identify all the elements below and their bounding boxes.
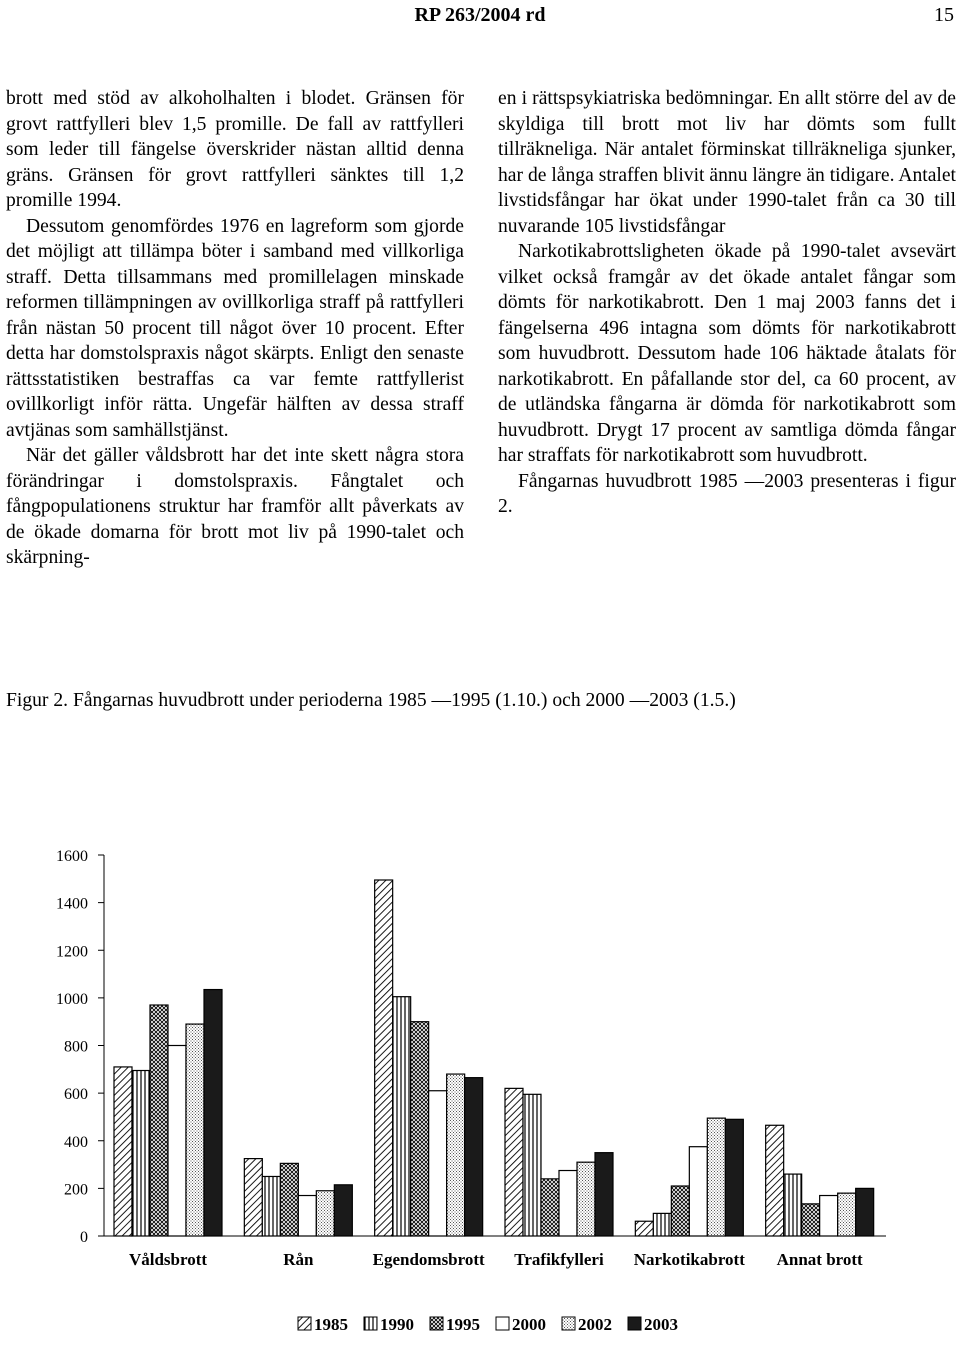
- legend-label: 2003: [644, 1315, 678, 1334]
- legend-label: 2000: [512, 1315, 546, 1334]
- category-label: Trafikfylleri: [514, 1250, 604, 1269]
- bar-1985-våldsbrott: [114, 1067, 132, 1236]
- category-label: Narkotikabrott: [633, 1250, 745, 1269]
- category-label: Rån: [283, 1250, 314, 1269]
- bar-2002-våldsbrott: [186, 1024, 204, 1236]
- chart-legend: [298, 1315, 678, 1334]
- bar-1995-rån: [280, 1163, 298, 1236]
- legend-label: 1990: [380, 1315, 414, 1334]
- bar-1990-trafikfylleri: [523, 1094, 541, 1236]
- legend-label: 1995: [446, 1315, 480, 1334]
- legend-label: 1985: [314, 1315, 348, 1334]
- category-labels: [129, 1250, 863, 1269]
- bar-2002-narkotikabrott: [707, 1118, 725, 1236]
- bar-1990-annat brott: [784, 1174, 802, 1236]
- bar-1990-narkotikabrott: [653, 1213, 671, 1236]
- page-number: 15: [934, 4, 954, 26]
- paragraph: Dessutom genomfördes 1976 en lagreform som gjorde det möjligt att tillämpa böter i samband med villkorliga straff. Detta tillsammans med promillelagen minskade reformen tillämpningen av ovillkorliga straff på rattfylleri från nästan 50 procent till något över 10 procent. Efter detta har domstolspraxis något skärpts. Enligt den senaste rättsstatistiken bestraffas ca var femte rattfyllerist ovillkorligt inför rätta. Ungefär hälften av dessa straff avtjänas som samhällstjänst.: [6, 215, 464, 441]
- paragraph: Fångarnas huvudbrott 1985 —2003 presenteras i figur 2.: [498, 470, 956, 517]
- left-column: [6, 86, 464, 571]
- bar-2002-rån: [316, 1191, 334, 1236]
- bar-2000-egendomsbrott: [429, 1091, 447, 1236]
- bar-1995-trafikfylleri: [541, 1179, 559, 1236]
- page-header: [0, 0, 960, 40]
- bar-2003-annat brott: [856, 1188, 874, 1236]
- y-tick-label: 600: [64, 1086, 88, 1104]
- bar-2003-egendomsbrott: [465, 1078, 483, 1236]
- bar-2000-narkotikabrott: [689, 1147, 707, 1236]
- bar-1990-våldsbrott: [132, 1071, 150, 1236]
- bar-1985-rån: [244, 1159, 262, 1236]
- bar-1985-egendomsbrott: [375, 880, 393, 1236]
- y-tick-label: 1400: [56, 895, 88, 913]
- y-tick-label: 1000: [56, 990, 88, 1008]
- category-label: Annat brott: [776, 1250, 863, 1269]
- legend-swatch: [430, 1317, 443, 1330]
- bar-1995-våldsbrott: [150, 1005, 168, 1236]
- bar-2000-annat brott: [820, 1196, 838, 1236]
- paragraph: Narkotikabrottsligheten ökade på 1990-talet avsevärt vilket också framgår av det ökade antalet fångar som dömts för narkotikabrott. Den 1 maj 2003 fanns det i fängelserna 496 intagna som dömts för narkotikabrott som huvudbrott. Dessutom hade 106 häktade åtalats för narkotikabrott. En påfallande stor del, ca 60 procent, av de utländska fångarna är dömda för narkotikabrott som huvudbrott. Drygt 17 procent av samtliga dömda fångar har straffats för narkotikabrott som huvudbrott.: [498, 241, 956, 466]
- y-tick-label: 0: [80, 1229, 88, 1246]
- bar-1985-annat brott: [766, 1125, 784, 1236]
- legend-swatch: [628, 1317, 641, 1330]
- y-tick-label: 1600: [56, 848, 88, 865]
- legend-label: 2002: [578, 1315, 612, 1334]
- bar-1995-annat brott: [802, 1204, 820, 1236]
- bar-2002-annat brott: [838, 1193, 856, 1236]
- bar-1985-trafikfylleri: [505, 1088, 523, 1236]
- paragraph: brott med stöd av alkoholhalten i blodet. Gränsen för grovt rattfylleri blev 1,5 promille. De fall av rattfylleri som leder till fängelse överskrider nästan alltid denna gräns. Gränsen för grovt rattfylleri sänktes till 1,2 promille 1994.: [6, 88, 464, 211]
- bar-1990-rån: [262, 1176, 280, 1236]
- bar-1985-narkotikabrott: [635, 1221, 653, 1236]
- document-id: RP 263/2004 rd: [414, 4, 546, 26]
- bar-2000-trafikfylleri: [559, 1171, 577, 1236]
- y-tick-label: 800: [64, 1038, 88, 1056]
- bar-2003-rån: [334, 1185, 352, 1236]
- bar-chart: [0, 820, 960, 1348]
- y-tick-label: 400: [64, 1133, 88, 1151]
- bar-2002-egendomsbrott: [447, 1074, 465, 1236]
- category-label: Egendomsbrott: [372, 1250, 485, 1269]
- bar-2000-våldsbrott: [168, 1046, 186, 1237]
- figure-caption: Figur 2. Fångarnas huvudbrott under perioderna 1985 —1995 (1.10.) och 2000 —2003 (1.5.): [6, 690, 736, 711]
- paragraph: en i rättspsykiatriska bedömningar. En allt större del av de skyldiga till brott mot liv har dömts som fullt tillräkneliga. När antalet förminskat tillräkneliga sjunker, har de långa straffen blivit ännu längre än tidigare. Antalet livstidsfångar har ökat under 1990-talet från ca 30 till nuvarande 105 livstidsfångar: [498, 88, 956, 237]
- legend-swatch: [298, 1317, 311, 1330]
- chart-bars: [114, 880, 874, 1236]
- legend-swatch: [364, 1317, 377, 1330]
- legend-swatch: [496, 1317, 509, 1330]
- bar-2003-trafikfylleri: [595, 1153, 613, 1236]
- bar-1995-egendomsbrott: [411, 1022, 429, 1236]
- y-tick-label: 200: [64, 1181, 88, 1199]
- right-column: [498, 86, 956, 520]
- legend-swatch: [562, 1317, 575, 1330]
- bar-2000-rån: [298, 1196, 316, 1236]
- bar-1995-narkotikabrott: [671, 1186, 689, 1236]
- paragraph: När det gäller våldsbrott har det inte skett några stora förändringar i domstolspraxis. Fångtalet och fångpopulationens struktur har framför allt påverkats av de ökade domarna för brott mot liv på 1990-talet och skärpning-: [6, 445, 464, 568]
- bar-2003-våldsbrott: [204, 990, 222, 1236]
- y-tick-label: 1200: [56, 943, 88, 961]
- bar-2002-trafikfylleri: [577, 1162, 595, 1236]
- category-label: Våldsbrott: [128, 1250, 208, 1269]
- bar-2003-narkotikabrott: [725, 1119, 743, 1236]
- bar-1990-egendomsbrott: [393, 997, 411, 1236]
